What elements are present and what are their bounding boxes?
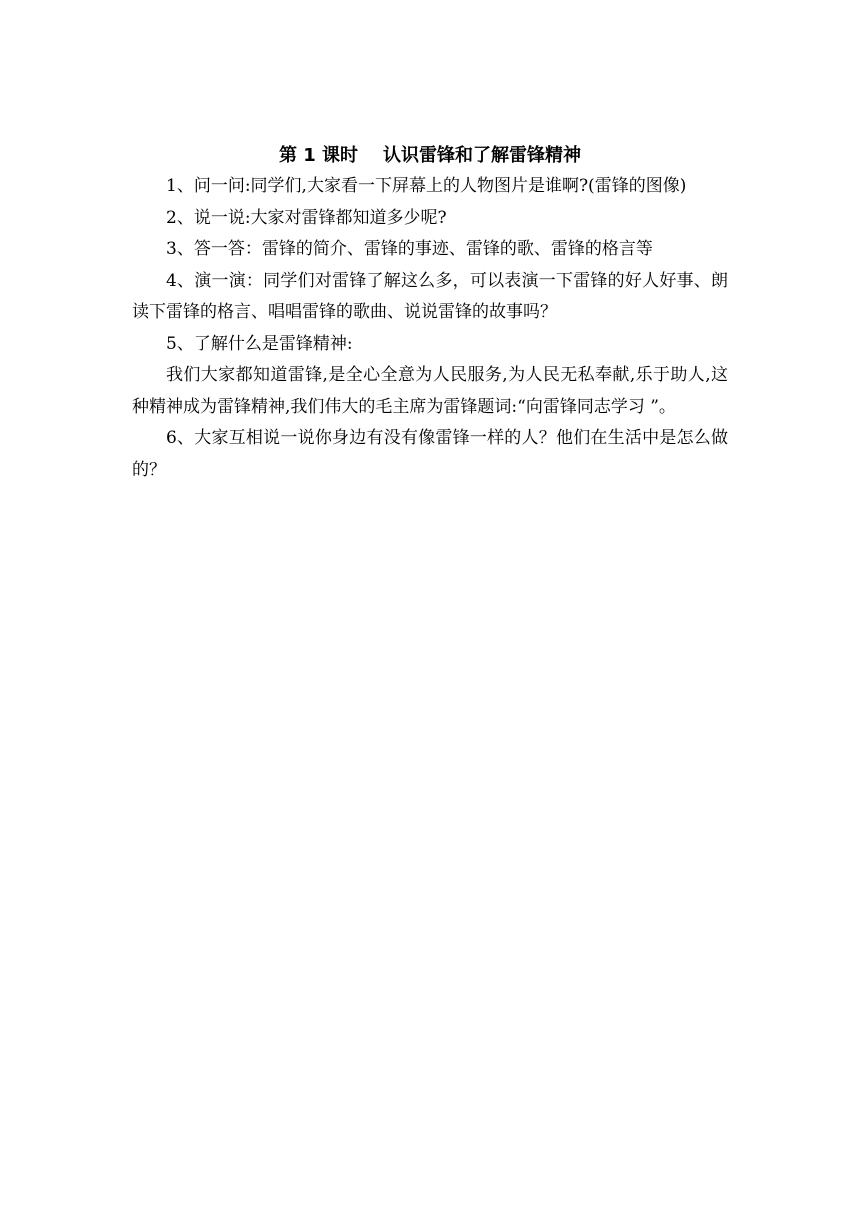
document-page [132, 141, 728, 486]
paragraph-perform: 4、演一演：同学们对雷锋了解这么多，可以表演一下雷锋的好人好事、朗读下雷锋的格言、唱唱雷锋的歌曲、说说雷锋的故事吗？ [132, 270, 728, 322]
paragraph-say: 2、说一说:大家对雷锋都知道多少呢? [166, 207, 447, 228]
paragraph-discuss: 6、大家互相说一说你身边有没有像雷锋一样的人？他们在生活中是怎么做的？ [132, 428, 728, 480]
paragraph-answer: 3、答一答：雷锋的简介、雷锋的事迹、雷锋的歌、雷锋的格言等 [166, 239, 653, 259]
paragraph-ask: 1、问一问:同学们,大家看一下屏幕上的人物图片是谁啊?(雷锋的图像) [166, 176, 687, 196]
paragraph-understand: 5、了解什么是雷锋精神: [166, 333, 353, 354]
paragraph-spirit: 我们大家都知道雷锋,是全心全意为人民服务,为人民无私奉献,乐于助人,这种精神成为雷锋精神,我们伟大的毛主席为雷锋题词:“向雷锋同志学习 ”。 [132, 365, 728, 417]
lesson-title: 第 1 课时 认识雷锋和了解雷锋精神 [278, 145, 582, 166]
